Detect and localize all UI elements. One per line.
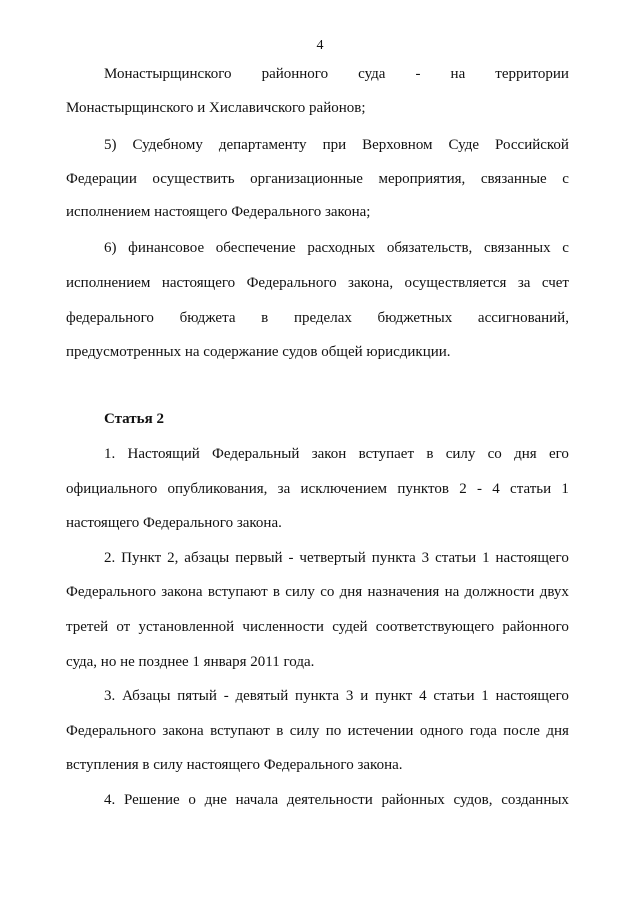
word: дне — [204, 792, 227, 808]
word: 4 — [492, 481, 500, 497]
word: бюджетных — [377, 310, 453, 326]
word: осуществить — [152, 171, 235, 187]
word: при — [322, 137, 347, 153]
word: судей — [332, 619, 368, 635]
word: о — [188, 792, 196, 808]
word: четвертый — [299, 550, 366, 566]
word: Федерального — [246, 275, 337, 291]
word: закона — [162, 723, 204, 739]
word: Федерального — [66, 584, 157, 600]
word: 3 — [345, 688, 354, 704]
word: после — [503, 723, 540, 739]
word: созданных — [501, 792, 569, 808]
word: девятый — [235, 688, 289, 704]
word: дня — [546, 723, 569, 739]
word: мероприятия, — [378, 171, 466, 187]
word: Абзацы — [122, 688, 171, 704]
word: 4. — [104, 792, 116, 808]
word: 1 — [481, 688, 489, 704]
word: - — [476, 481, 482, 497]
word: связанных — [483, 240, 551, 256]
text-line-14 — [66, 580, 569, 604]
word: одного — [419, 723, 464, 739]
word: третей — [66, 619, 109, 635]
word: в — [276, 723, 284, 739]
word: районного — [261, 66, 329, 82]
word: 3 — [421, 550, 430, 566]
word: организационные — [250, 171, 363, 187]
word: исключением — [300, 481, 388, 497]
word: силу — [445, 446, 476, 462]
word: Российской — [495, 137, 569, 153]
word: за — [277, 481, 291, 497]
word: суда — [358, 66, 386, 82]
word: со — [487, 446, 502, 462]
word: Судебному — [132, 137, 203, 153]
word: по — [325, 723, 342, 739]
word: от — [116, 619, 131, 635]
word: финансовое — [128, 240, 205, 256]
word: 6) — [104, 240, 117, 256]
word: Верховном — [362, 137, 433, 153]
word: с — [562, 171, 569, 187]
word: силу — [285, 584, 315, 600]
text-line-18 — [66, 719, 569, 743]
word: Монастырщинского — [104, 66, 232, 82]
word: пункт — [375, 688, 413, 704]
word: 5) — [104, 137, 117, 153]
word: в — [261, 310, 269, 326]
word: силу — [289, 723, 320, 739]
word: численности — [242, 619, 324, 635]
word: на — [444, 584, 460, 600]
word: 2. — [104, 550, 116, 566]
word: Федерального — [66, 723, 157, 739]
word: пунктов — [397, 481, 449, 497]
text-line-20 — [66, 788, 569, 812]
word: исполнением — [66, 275, 151, 291]
word: установленной — [138, 619, 235, 635]
word: дня — [514, 446, 537, 462]
word: территории — [495, 66, 569, 82]
word: 2 — [459, 481, 467, 497]
word: опубликования, — [167, 481, 268, 497]
word: должности — [464, 584, 535, 600]
word: пункта — [295, 688, 340, 704]
text-line-19: вступления в силу настоящего Федерального закона. — [66, 757, 403, 773]
word: счет — [541, 275, 569, 291]
text-line-13 — [66, 546, 569, 570]
word: настоящего — [161, 275, 236, 291]
word: 3. — [104, 688, 116, 704]
word: - — [415, 66, 421, 82]
word: обязательств, — [386, 240, 473, 256]
word: статьи — [435, 550, 477, 566]
word: соответствующего — [375, 619, 495, 635]
word: районных — [381, 792, 445, 808]
word: 1. — [104, 446, 116, 462]
text-line-12: настоящего Федерального закона. — [66, 515, 282, 531]
word: 4 — [419, 688, 427, 704]
text-line-6 — [66, 236, 569, 260]
word: 1 — [482, 550, 490, 566]
word: бюджета — [179, 310, 236, 326]
word: ассигнований, — [477, 310, 569, 326]
word: 2, — [167, 550, 179, 566]
word: и — [360, 688, 369, 704]
text-line-8 — [66, 306, 569, 330]
word: осуществляется — [404, 275, 507, 291]
word: 1 — [561, 481, 569, 497]
word: вступают — [207, 584, 268, 600]
word: Суде — [448, 137, 480, 153]
word: со — [320, 584, 335, 600]
text-line-11 — [66, 477, 569, 501]
word: деятельности — [286, 792, 373, 808]
word: первый — [235, 550, 283, 566]
word: Федерации — [66, 171, 137, 187]
word: с — [562, 240, 569, 256]
word: Пункт — [121, 550, 162, 566]
word: настоящего — [495, 550, 569, 566]
word: районного — [502, 619, 569, 635]
word: вступают — [210, 723, 270, 739]
word: судов, — [453, 792, 493, 808]
word: пункта — [371, 550, 416, 566]
word: двух — [539, 584, 569, 600]
word: закона — [161, 584, 203, 600]
word: официального — [66, 481, 158, 497]
word: за — [517, 275, 531, 291]
word: департаменту — [218, 137, 307, 153]
word: истечении — [347, 723, 414, 739]
page-number: 4 — [316, 38, 324, 53]
text-line-9: предусмотренных на содержание судов общей юрисдикции. — [66, 344, 451, 360]
word: года — [469, 723, 497, 739]
text-line-1 — [66, 62, 569, 86]
word: вступает — [358, 446, 415, 462]
word: в — [272, 584, 280, 600]
text-line-2: Монастырщинского и Хиславичского районов; — [66, 100, 366, 116]
text-line-10 — [66, 442, 569, 466]
text-line-15 — [66, 615, 569, 639]
word: федерального — [66, 310, 154, 326]
article-heading: Статья 2 — [104, 411, 164, 427]
word: Настоящий — [127, 446, 200, 462]
text-line-7 — [66, 271, 569, 295]
word: связанные — [480, 171, 547, 187]
word: в — [426, 446, 434, 462]
word: Решение — [123, 792, 180, 808]
text-line-16: суда, но не позднее 1 января 2011 года. — [66, 654, 315, 670]
word: Федеральный — [212, 446, 300, 462]
word: статьи — [510, 481, 552, 497]
word: назначения — [367, 584, 440, 600]
word: пятый — [177, 688, 217, 704]
word: начала — [235, 792, 279, 808]
word: его — [548, 446, 569, 462]
word: - — [288, 550, 294, 566]
word: обеспечение — [215, 240, 296, 256]
word: настоящего — [495, 688, 569, 704]
text-line-17 — [66, 684, 569, 708]
word: закон — [311, 446, 347, 462]
word: - — [223, 688, 229, 704]
word: закона, — [348, 275, 394, 291]
text-line-4 — [66, 167, 569, 191]
word: абзацы — [184, 550, 230, 566]
word: на — [450, 66, 466, 82]
word: статьи — [433, 688, 475, 704]
text-line-5: исполнением настоящего Федерального закона; — [66, 204, 371, 220]
word: дня — [339, 584, 363, 600]
text-line-3 — [66, 133, 569, 157]
word: пределах — [293, 310, 352, 326]
word: расходных — [307, 240, 376, 256]
